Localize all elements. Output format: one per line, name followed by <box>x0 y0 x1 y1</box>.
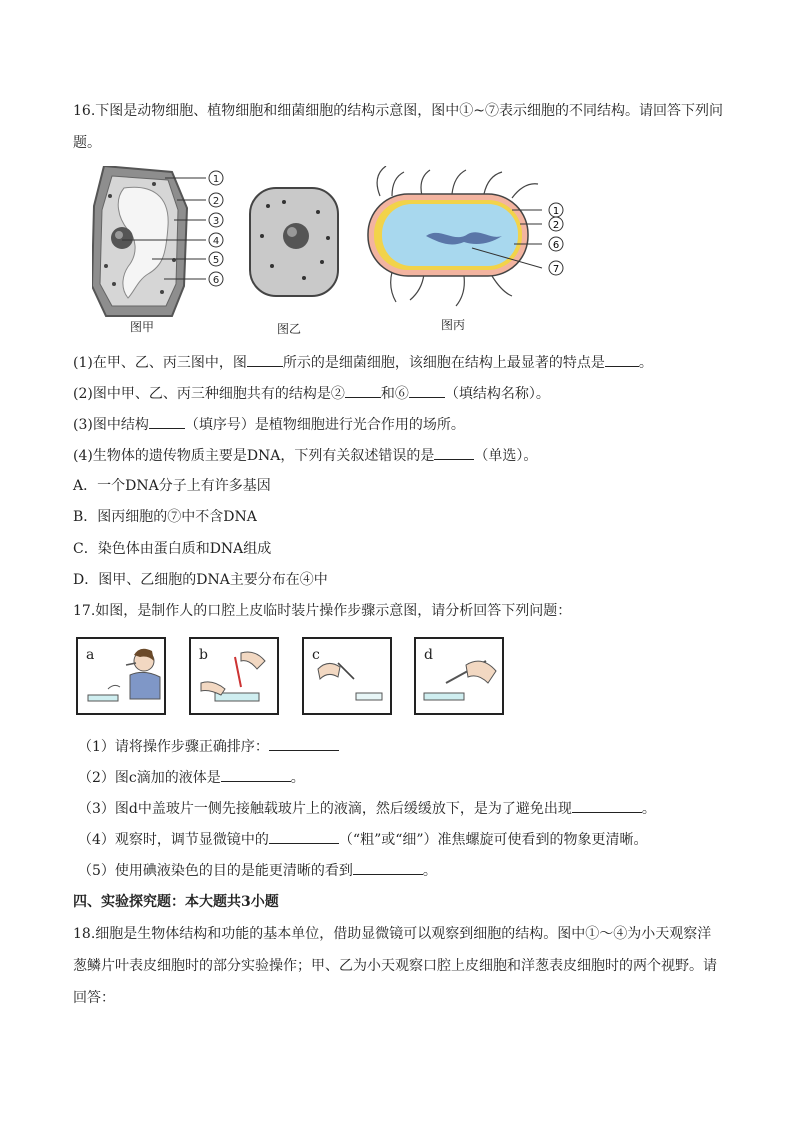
q17-part5-text-a: （5）使用碘液染色的目的是能更清晰的看到 <box>78 863 353 879</box>
answer-blank[interactable] <box>345 383 381 398</box>
q18-line1: 18.细胞是生物体结构和功能的基本单位，借助显微镜可以观察到细胞的结构。图中①～④为小天观察洋 <box>73 926 712 942</box>
figure-bing-caption: 图丙 <box>441 318 466 332</box>
q17-part2 <box>78 767 305 788</box>
q16-part3-text-a: (3)图中结构 <box>73 417 149 433</box>
dropper-illustration <box>191 639 277 713</box>
q17-part1-text: （1）请将操作步骤正确排序： <box>78 739 269 755</box>
step-c-letter: c <box>312 647 320 663</box>
coverslip-illustration <box>416 639 502 713</box>
q17-part2-text-b: 。 <box>290 770 305 786</box>
cell-structure-figure <box>92 166 572 336</box>
answer-blank[interactable] <box>434 445 474 460</box>
svg-text:5: 5 <box>212 255 220 266</box>
section-heading: 四、实验探究题：本大题共3小题 <box>73 894 279 910</box>
figure-yi-caption: 图乙 <box>277 322 302 336</box>
q17-part4-text-b: （“粗”或“细”）准焦螺旋可使看到的物象更清晰。 <box>338 832 648 848</box>
step-b-letter: b <box>199 647 208 663</box>
step-a-letter: a <box>86 647 95 663</box>
bacterium-diagram <box>368 166 563 306</box>
q17-part5 <box>78 860 437 881</box>
q17-part3 <box>78 798 656 819</box>
answer-blank[interactable] <box>149 414 185 429</box>
step-d-panel <box>414 637 504 715</box>
answer-blank[interactable] <box>247 352 283 367</box>
q18-line3: 回答： <box>73 990 115 1006</box>
q16-part1 <box>73 352 653 373</box>
answer-blank[interactable] <box>269 736 339 751</box>
answer-blank[interactable] <box>269 829 339 844</box>
q16-option-b: B．图丙细胞的⑦中不含DNA <box>73 509 257 525</box>
q18-line2: 葱鳞片叶表皮细胞时的部分实验操作；甲、乙为小天观察口腔上皮细胞和洋葱表皮细胞时的两个视野。请 <box>73 958 717 974</box>
svg-text:1: 1 <box>552 206 560 217</box>
q16-part2-text-a: (2)图中甲、乙、丙三种细胞共有的结构是② <box>73 386 345 402</box>
q16-part3 <box>73 414 465 435</box>
q16-stem-line2: 题。 <box>73 135 101 151</box>
step-d-letter: d <box>424 647 433 663</box>
svg-text:6: 6 <box>212 275 220 286</box>
q17-part4 <box>78 829 648 850</box>
step-a-panel <box>76 637 166 715</box>
q16-option-a: A．一个DNA分子上有许多基因 <box>73 478 271 494</box>
q17-stem: 17.如图，是制作人的口腔上皮临时装片操作步骤示意图，请分析回答下列问题： <box>73 603 572 619</box>
q17-part3-text-b: 。 <box>641 801 656 817</box>
svg-text:1: 1 <box>212 174 220 185</box>
q16-part2-text-b: 和⑥ <box>380 386 409 402</box>
answer-blank[interactable] <box>353 860 423 875</box>
q16-part1-text-a: (1)在甲、乙、丙三图中，图 <box>73 355 247 371</box>
svg-text:2: 2 <box>552 220 560 231</box>
q16-option-c: C．染色体由蛋白质和DNA组成 <box>73 541 272 557</box>
answer-blank[interactable] <box>409 383 445 398</box>
svg-text:3: 3 <box>212 216 220 227</box>
q16-part3-text-b: （填序号）是植物细胞进行光合作用的场所。 <box>184 417 465 433</box>
svg-text:2: 2 <box>212 196 220 207</box>
plant-cell-diagram <box>92 166 223 316</box>
q17-part4-text-a: （4）观察时，调节显微镜中的 <box>78 832 269 848</box>
swab-cheek-illustration <box>78 639 164 713</box>
q17-part1 <box>78 736 339 757</box>
q17-part5-text-b: 。 <box>422 863 437 879</box>
q16-part4 <box>73 445 537 466</box>
svg-text:7: 7 <box>552 264 560 275</box>
q17-part2-text-a: （2）图c滴加的液体是 <box>78 770 221 786</box>
figure-jia-caption: 图甲 <box>130 320 155 334</box>
q16-part4-text-b: （单选）。 <box>474 448 538 464</box>
q17-part3-text-a: （3）图d中盖玻片一侧先接触载玻片上的液滴，然后缓缓放下，是为了避免出现 <box>78 801 572 817</box>
q16-part4-text-a: (4)生物体的遗传物质主要是DNA，下列有关叙述错误的是 <box>73 448 435 464</box>
step-c-panel <box>302 637 392 715</box>
q16-part1-text-c: 。 <box>638 355 653 371</box>
answer-blank[interactable] <box>572 798 642 813</box>
step-b-panel <box>189 637 279 715</box>
animal-cell-diagram <box>250 188 338 296</box>
svg-text:4: 4 <box>212 236 220 247</box>
q16-stem-line1: 16.下图是动物细胞、植物细胞和细菌细胞的结构示意图，图中①~⑦表示细胞的不同结构。请回答下列问 <box>73 103 723 119</box>
q16-part2 <box>73 383 550 404</box>
answer-blank[interactable] <box>221 767 291 782</box>
drop-liquid-illustration <box>304 639 390 713</box>
q16-part2-text-c: （填结构名称）。 <box>444 386 550 402</box>
q16-option-d: D．图甲、乙细胞的DNA主要分布在④中 <box>73 572 328 588</box>
svg-text:6: 6 <box>552 240 560 251</box>
answer-blank[interactable] <box>605 352 639 367</box>
q16-part1-text-b: 所示的是细菌细胞，该细胞在结构上最显著的特点是 <box>282 355 605 371</box>
